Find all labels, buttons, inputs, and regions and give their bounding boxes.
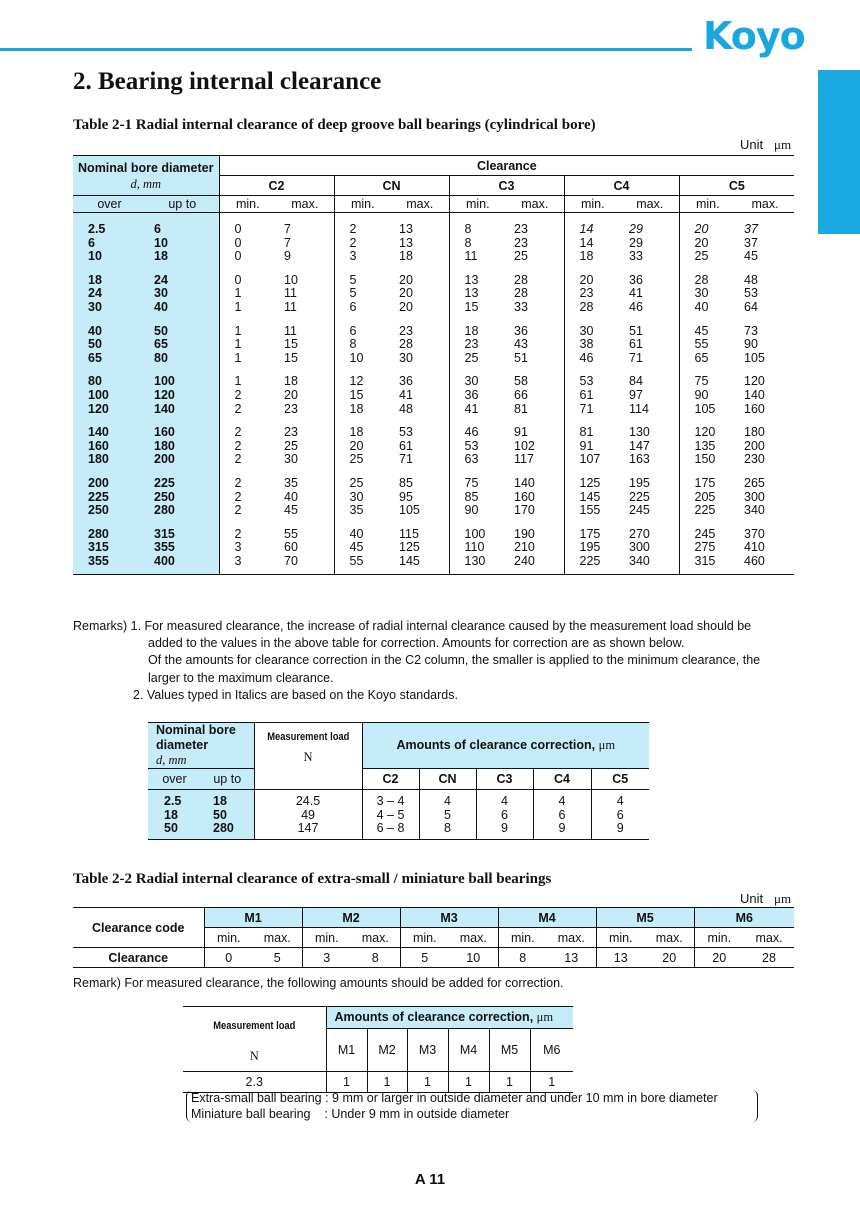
value-lines: 37 45	[744, 235, 758, 264]
group-header-m6: M6	[694, 908, 794, 928]
c2-max-cell: 7 7 9	[284, 222, 291, 264]
corr2-amount-text: Amounts of clearance correction,	[334, 1010, 534, 1025]
group-header-m3: M3	[400, 908, 498, 928]
table-row-block	[73, 213, 794, 264]
min-header: min.	[204, 928, 253, 948]
upto-cell: 160 180 200	[146, 416, 219, 467]
cn-max-cell: 23 28 30	[399, 323, 413, 365]
remark-line: added to the values in the above table for correction. Amounts for correction are as shown below.	[148, 636, 685, 651]
cn-min-cell: 12 15 18	[334, 365, 391, 416]
max-header: max.	[506, 196, 564, 213]
table-row-block	[73, 365, 794, 416]
m6-max-cell: 28	[744, 948, 794, 968]
c2-max-cell: 23 25 30	[284, 425, 298, 467]
remarks	[73, 618, 798, 704]
table-row-block	[73, 518, 794, 575]
cn-max-cell: 36 41 48	[399, 374, 413, 416]
cn-max-cell: 13 13 18	[399, 222, 413, 264]
corr2-group-m3: M3	[407, 1029, 448, 1072]
correction-table-1	[148, 722, 649, 840]
c5-max-cell: 73 90 105	[744, 323, 765, 365]
c2-min-cell: 2 3 3	[219, 518, 276, 575]
corr-group-cn: CN	[419, 769, 476, 790]
bore-sub-text: d, mm	[130, 176, 162, 191]
value-lines: 29 33	[629, 235, 643, 264]
m5-min-cell: 13	[596, 948, 645, 968]
note-line: Miniature ball bearing : Under 9 mm in outside diameter	[191, 1107, 510, 1121]
c2-min-cell: 1 1 1	[219, 315, 276, 366]
min-header: min.	[596, 928, 645, 948]
corr2-m5-cell: 1	[489, 1072, 530, 1093]
group-header-c5: C5	[679, 176, 794, 196]
upto-header: up to	[146, 196, 219, 213]
corr-amount-header	[362, 723, 649, 769]
over-cell: 40 50 65	[73, 315, 146, 366]
table-row-block	[73, 315, 794, 366]
max-header: max.	[645, 928, 694, 948]
upto-cell: 225 250 280	[146, 467, 219, 518]
m2-max-cell: 8	[351, 948, 400, 968]
clearance-row-label: Clearance	[73, 948, 204, 968]
cn-min-cell: 18 20 25	[334, 416, 391, 467]
clearance-header: Clearance	[219, 156, 794, 176]
value-lines: 14 18	[579, 235, 594, 264]
note-line: Extra-small ball bearing : 9 mm or larger in outside diameter and under 10 mm in bore diameter	[191, 1091, 718, 1105]
table1-clearance	[73, 155, 794, 575]
corr2-amount-header	[326, 1007, 573, 1029]
table-row-block	[73, 416, 794, 467]
c3-min-cell: 8 8 11	[449, 213, 506, 264]
c5-min-cell: 28 30 40	[679, 264, 736, 315]
c5-max-cell: 48 53 64	[744, 272, 758, 314]
c3-min-cell: 30 36 41	[449, 365, 506, 416]
cn-min-cell: 6 8 10	[334, 315, 391, 366]
m3-max-cell: 10	[449, 948, 498, 968]
bearing-definition-note	[186, 1090, 758, 1122]
c4-max-cell: 130 147 163	[629, 425, 650, 467]
max-header: max.	[449, 928, 498, 948]
c4-max-cell: 195 225 245	[629, 475, 650, 518]
unit-symbol: μm	[773, 891, 792, 906]
c3-max-cell: 91 102 117	[514, 425, 535, 467]
c2-min-cell: 0 0 0	[219, 213, 276, 264]
max-header: max.	[621, 196, 679, 213]
max-header: max.	[736, 196, 794, 213]
corr-amount-text: Amounts of clearance correction,	[396, 738, 596, 752]
c5-min-cell	[679, 213, 736, 264]
group-header-m1: M1	[204, 908, 302, 928]
group-header-cn: CN	[334, 176, 449, 196]
min-header: min.	[219, 196, 276, 213]
c2-min-cell: 2 2 2	[219, 416, 276, 467]
c3-max-cell: 190 210 240	[506, 518, 564, 575]
cn-max-cell: 20 20 20	[399, 272, 413, 314]
min-header: min.	[334, 196, 391, 213]
max-header: max.	[276, 196, 334, 213]
corr2-group-m4: M4	[448, 1029, 489, 1072]
corr2-load-cell: 2.3	[183, 1072, 326, 1093]
c3-max-cell: 28 28 33	[514, 272, 528, 314]
min-header: min.	[449, 196, 506, 213]
m6-min-cell: 20	[694, 948, 744, 968]
c2-min-cell: 2 2 2	[219, 467, 276, 518]
c5-max-cell: 370 410 460	[736, 518, 794, 575]
corr-load-unit: N	[303, 750, 313, 764]
c4-max-cell: 51 61 71	[629, 323, 643, 365]
max-header: max.	[744, 928, 794, 948]
corr2-load-text: Measurement load	[213, 1020, 296, 1032]
italic-value: 20	[694, 222, 709, 236]
c4-max-cell: 36 41 46	[629, 272, 643, 314]
m3-min-cell: 5	[400, 948, 449, 968]
upto-cell: 100 120 140	[146, 365, 219, 416]
c2-max-cell: 35 40 45	[284, 475, 298, 518]
table2-unit	[740, 891, 791, 907]
min-header: min.	[498, 928, 547, 948]
m1-min-cell: 0	[204, 948, 253, 968]
cn-min-cell: 2 2 3	[334, 213, 391, 264]
bore-header-text: Nominal bore diameter	[78, 160, 214, 175]
c5-min-cell: 120 135 150	[679, 416, 736, 467]
c4-min-cell: 175 195 225	[564, 518, 621, 575]
min-header: min.	[679, 196, 736, 213]
page-title: 2. Bearing internal clearance	[73, 68, 382, 95]
upto-cell: 315 355 400	[146, 518, 219, 575]
italic-value: 14	[579, 222, 594, 236]
table2-clearance	[73, 907, 794, 968]
max-header: max.	[351, 928, 400, 948]
corr-c5-cell: 4 6 9	[591, 790, 649, 840]
section-tab	[818, 70, 860, 234]
remark-line: Of the amounts for clearance correction in the C2 column, the smaller is applied to the minimum clearance, the	[148, 653, 761, 668]
corr-load-text: Measurement load	[266, 731, 350, 743]
c5-min-cell: 175 205 225	[679, 467, 736, 518]
cn-max-cell: 53 61 71	[399, 425, 413, 467]
corr2-group-m6: M6	[530, 1029, 573, 1072]
corr-c3-cell: 4 6 9	[476, 790, 533, 840]
corr-load-header	[254, 723, 362, 790]
c4-min-cell: 81 91 107	[564, 416, 621, 467]
c5-min-cell: 45 55 65	[679, 315, 736, 366]
corr2-group-m5: M5	[489, 1029, 530, 1072]
corr2-group-m1: M1	[326, 1029, 367, 1072]
unit-symbol: μm	[773, 137, 792, 152]
min-header: min.	[302, 928, 351, 948]
corr2-amount-unit: μm	[536, 1010, 554, 1025]
c3-min-cell: 13 13 15	[449, 264, 506, 315]
corr2-m4-cell: 1	[448, 1072, 489, 1093]
c3-max-cell: 58 66 81	[514, 374, 528, 416]
c4-min-cell: 20 23 28	[564, 264, 621, 315]
table-row-block	[73, 467, 794, 518]
corr2-load-unit: N	[249, 1049, 259, 1063]
over-cell: 280 315 355	[73, 518, 146, 575]
remark-line: 2. Values typed in Italics are based on the Koyo standards.	[133, 687, 458, 702]
min-header: min.	[400, 928, 449, 948]
c4-min-cell: 53 61 71	[564, 365, 621, 416]
value-lines: 20 25	[694, 235, 709, 264]
clearance-code-header: Clearance code	[73, 908, 204, 948]
c2-min-cell: 1 2 2	[219, 365, 276, 416]
corr-load-cell: 24.5 49 147	[254, 790, 362, 840]
c4-max-cell: 270 300 340	[621, 518, 679, 575]
max-header: max.	[391, 196, 449, 213]
corr-amount-unit: μm	[598, 738, 616, 752]
c3-min-cell: 100 110 130	[449, 518, 506, 575]
c4-min-cell: 30 38 46	[564, 315, 621, 366]
over-cell: 200 225 250	[73, 467, 146, 518]
page-number: A 11	[414, 1171, 446, 1188]
group-header-m5: M5	[596, 908, 694, 928]
over-cell: 18 24 30	[73, 264, 146, 315]
m4-max-cell: 13	[547, 948, 596, 968]
remark-line: Remarks) 1. For measured clearance, the increase of radial internal clearance caused by the measurement load should be	[73, 619, 752, 633]
group-header-c2: C2	[219, 176, 334, 196]
corr-over-header: over	[148, 769, 201, 790]
corr-upto-header: up to	[201, 769, 254, 790]
min-header: min.	[694, 928, 744, 948]
corr2-m6-cell: 1	[530, 1072, 573, 1093]
c5-min-cell: 245 275 315	[679, 518, 736, 575]
unit-label-text: Unit	[740, 891, 764, 906]
over-header: over	[73, 196, 146, 213]
m2-min-cell: 3	[302, 948, 351, 968]
m1-max-cell: 5	[253, 948, 302, 968]
remark-2: Remark) For measured clearance, the following amounts should be added for correction.	[73, 976, 564, 990]
header-rule	[0, 48, 692, 51]
c3-min-cell: 18 23 25	[449, 315, 506, 366]
correction-table-2	[183, 1006, 573, 1093]
c2-max-cell: 55 60 70	[276, 518, 334, 575]
over-cell: 2.5 6 10	[73, 213, 146, 264]
c4-min-cell: 125 145 155	[564, 467, 621, 518]
c2-max-cell: 18 20 23	[284, 374, 298, 416]
corr-group-c2: C2	[362, 769, 419, 790]
koyo-logo: Koyo	[703, 14, 805, 58]
cn-min-cell: 5 5 6	[334, 264, 391, 315]
c4-max-cell: 84 97 114	[629, 374, 649, 416]
corr-c4-cell: 4 6 9	[533, 790, 591, 840]
upto-cell: 6 10 18	[146, 213, 219, 264]
group-header-m4: M4	[498, 908, 596, 928]
over-cell: 140 160 180	[73, 416, 146, 467]
corr-bore-sub: d, mm	[156, 753, 187, 767]
table2-caption: Table 2-2 Radial internal clearance of extra-small / miniature ball bearings	[73, 871, 552, 887]
c5-max-cell: 265 300 340	[744, 475, 765, 518]
max-header: max.	[547, 928, 596, 948]
c3-min-cell: 46 53 63	[449, 416, 506, 467]
corr-upto-cell: 18 50 280	[201, 790, 254, 840]
group-header-c3: C3	[449, 176, 564, 196]
min-header: min.	[564, 196, 621, 213]
corr-bore-header	[148, 723, 254, 769]
c3-min-cell: 75 85 90	[449, 467, 506, 518]
corr2-m3-cell: 1	[407, 1072, 448, 1093]
corr-group-c4: C4	[533, 769, 591, 790]
over-cell: 80 100 120	[73, 365, 146, 416]
c5-min-cell: 75 90 105	[679, 365, 736, 416]
table1-unit	[740, 137, 791, 153]
corr2-load-header	[183, 1007, 326, 1072]
corr-group-c5: C5	[591, 769, 649, 790]
corr-over-cell: 2.5 18 50	[148, 790, 201, 840]
group-header-m2: M2	[302, 908, 400, 928]
table-row-block	[73, 264, 794, 315]
c2-min-cell: 0 1 1	[219, 264, 276, 315]
c2-max-cell: 10 11 11	[284, 272, 298, 314]
upto-cell: 50 65 80	[146, 315, 219, 366]
corr2-m1-cell: 1	[326, 1072, 367, 1093]
corr-c2-cell: 3 – 4 4 – 5 6 – 8	[362, 790, 419, 840]
cn-max-cell: 115 125 145	[391, 518, 449, 575]
c3-max-cell: 23 23 25	[514, 222, 528, 264]
corr-cn-cell: 4 5 8	[419, 790, 476, 840]
m5-max-cell: 20	[645, 948, 694, 968]
c4-max-cell	[621, 213, 679, 264]
italic-value: 37	[744, 222, 758, 236]
table-row	[73, 948, 794, 968]
m4-min-cell: 8	[498, 948, 547, 968]
c3-max-cell: 36 43 51	[514, 323, 528, 365]
bore-header	[73, 156, 219, 196]
upto-cell: 24 30 40	[146, 264, 219, 315]
max-header: max.	[253, 928, 302, 948]
c5-max-cell: 180 200 230	[744, 425, 765, 467]
corr2-group-m2: M2	[367, 1029, 407, 1072]
c3-max-cell: 140 160 170	[514, 475, 535, 518]
corr-bore-text: Nominal bore diameter	[156, 723, 236, 752]
italic-value: 29	[629, 222, 643, 236]
remark-line: larger to the maximum clearance.	[148, 670, 334, 685]
group-header-c4: C4	[564, 176, 679, 196]
c2-max-cell: 11 15 15	[284, 323, 298, 365]
c5-max-cell	[736, 213, 794, 264]
table1-caption: Table 2-1 Radial internal clearance of deep groove ball bearings (cylindrical bore)	[73, 117, 596, 133]
corr2-m2-cell: 1	[367, 1072, 407, 1093]
unit-label-text: Unit	[740, 137, 764, 152]
cn-min-cell: 40 45 55	[334, 518, 391, 575]
cn-max-cell: 85 95 105	[399, 475, 420, 518]
c5-max-cell: 120 140 160	[744, 374, 765, 416]
corr-group-c3: C3	[476, 769, 533, 790]
c4-min-cell	[564, 213, 621, 264]
cn-min-cell: 25 30 35	[334, 467, 391, 518]
